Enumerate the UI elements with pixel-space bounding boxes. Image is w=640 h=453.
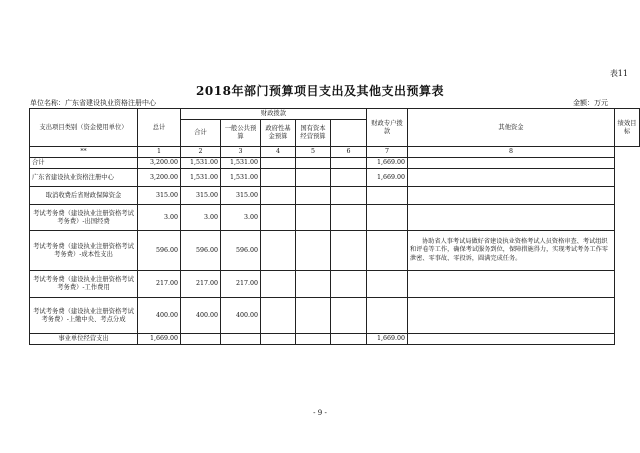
page-title: 2018年部门预算项目支出及其他支出预算表 <box>196 84 444 98</box>
header-fiscal-special: 财政专户拨款 <box>367 109 408 147</box>
row-name: 考试考务费（建设执业注册资格考试考务费）-出国经费 <box>30 205 138 231</box>
cell-performance-empty <box>408 298 615 334</box>
row-name: 事业单位经营支出 <box>30 334 138 345</box>
cell-fund <box>261 271 296 298</box>
cell-performance-empty <box>408 334 615 345</box>
index-cell: 5 <box>296 147 331 158</box>
cell-general: 596.00 <box>221 231 261 271</box>
cell-special <box>331 205 367 231</box>
index-cell: 4 <box>261 147 296 158</box>
table-row <box>30 205 640 231</box>
row-name: 合计 <box>30 158 138 169</box>
cell-fund <box>261 231 296 271</box>
cell-special <box>331 271 367 298</box>
header-general-budget: 一般公共预算 <box>221 120 261 147</box>
cell-soe <box>296 169 331 187</box>
cell-fund <box>261 169 296 187</box>
cell-other <box>367 298 408 334</box>
performance-target-text: 协助省人事考试局做好省建设执业资格考试人员资格审查、考试组织和评卷等工作，确保考试服务到位，保障措施得力，实现考试考务工作零泄密、零事故、零投诉，圆满完成任务。 <box>408 231 615 271</box>
table-row <box>30 169 640 187</box>
cell-other: 1,669.00 <box>367 334 408 345</box>
cell-performance-empty <box>408 169 615 187</box>
cell-total: 400.00 <box>138 298 181 334</box>
cell-fiscal-total: 1,531.00 <box>181 169 221 187</box>
header-total: 总计 <box>138 109 181 147</box>
row-name: 考试考务费（建设执业注册资格考试考务费）-上缴中央、考点分成 <box>30 298 138 334</box>
cell-soe <box>296 158 331 169</box>
table-row <box>30 271 640 298</box>
cell-general: 315.00 <box>221 187 261 205</box>
cell-fiscal-total: 217.00 <box>181 271 221 298</box>
cell-fund <box>261 158 296 169</box>
table-row <box>30 158 640 169</box>
cell-soe <box>296 205 331 231</box>
cell-general: 1,531.00 <box>221 169 261 187</box>
cell-soe <box>296 334 331 345</box>
cell-total: 217.00 <box>138 271 181 298</box>
cell-fiscal-total: 315.00 <box>181 187 221 205</box>
cell-fund <box>261 205 296 231</box>
index-cell: ** <box>30 147 138 158</box>
cell-other <box>367 231 408 271</box>
budget-table <box>29 108 640 345</box>
unit-name-label: 单位名称：广东省建设执业资格注册中心 <box>30 99 156 107</box>
row-name: 考试考务费（建设执业注册资格考试考务费）-成本性支出 <box>30 231 138 271</box>
page-number: - 9 - <box>313 409 327 417</box>
cell-performance-empty <box>408 205 615 231</box>
cell-special <box>331 187 367 205</box>
index-cell: 2 <box>181 147 221 158</box>
cell-special <box>331 298 367 334</box>
header-blank <box>331 120 367 147</box>
cell-fiscal-total <box>181 334 221 345</box>
cell-fiscal-total: 400.00 <box>181 298 221 334</box>
table-row <box>30 298 640 334</box>
row-name: 广东省建设执业资格注册中心 <box>30 169 138 187</box>
cell-general: 1,531.00 <box>221 158 261 169</box>
header-other-funds: 其他资金 <box>408 109 615 147</box>
cell-soe <box>296 187 331 205</box>
cell-performance-empty <box>408 271 615 298</box>
cell-fund <box>261 187 296 205</box>
cell-soe <box>296 231 331 271</box>
cell-soe <box>296 271 331 298</box>
cell-total: 315.00 <box>138 187 181 205</box>
cell-special <box>331 334 367 345</box>
cell-total: 3.00 <box>138 205 181 231</box>
cell-performance-empty <box>408 158 615 169</box>
cell-fiscal-total: 3.00 <box>181 205 221 231</box>
header-category: 支出项目类别（资金使用单位） <box>30 109 138 147</box>
cell-total: 3,200.00 <box>138 158 181 169</box>
cell-general: 400.00 <box>221 298 261 334</box>
header-fiscal-total: 合计 <box>181 120 221 147</box>
cell-other <box>367 271 408 298</box>
header-fiscal: 财政拨款 <box>181 109 367 120</box>
index-cell: 8 <box>408 147 615 158</box>
row-name: 取消收费后省财政保障资金 <box>30 187 138 205</box>
header-gov-fund: 政府性基金预算 <box>261 120 296 147</box>
cell-other: 1,669.00 <box>367 158 408 169</box>
header-soe-capital: 国有资本经营预算 <box>296 120 331 147</box>
cell-special <box>331 158 367 169</box>
cell-fiscal-total: 596.00 <box>181 231 221 271</box>
cell-fund <box>261 298 296 334</box>
table-row <box>30 334 640 345</box>
cell-special <box>331 169 367 187</box>
cell-total: 3,200.00 <box>138 169 181 187</box>
table-row <box>30 187 640 205</box>
index-cell: 7 <box>367 147 408 158</box>
cell-performance-empty <box>408 187 615 205</box>
table-reference: 表11 <box>609 69 628 78</box>
cell-special <box>331 231 367 271</box>
cell-general <box>221 334 261 345</box>
amount-unit-label: 金额：万元 <box>573 99 608 107</box>
table-row <box>30 231 640 271</box>
index-cell: 3 <box>221 147 261 158</box>
cell-other: 1,669.00 <box>367 169 408 187</box>
cell-total: 596.00 <box>138 231 181 271</box>
cell-fund <box>261 334 296 345</box>
index-row <box>30 147 640 158</box>
cell-fiscal-total: 1,531.00 <box>181 158 221 169</box>
cell-other <box>367 187 408 205</box>
header-performance: 绩效目标 <box>615 109 640 147</box>
row-name: 考试考务费（建设执业注册资格考试考务费）-工作费用 <box>30 271 138 298</box>
cell-general: 217.00 <box>221 271 261 298</box>
cell-other <box>367 205 408 231</box>
cell-general: 3.00 <box>221 205 261 231</box>
cell-total: 1,669.00 <box>138 334 181 345</box>
index-cell: 6 <box>331 147 367 158</box>
index-cell: 1 <box>138 147 181 158</box>
cell-soe <box>296 298 331 334</box>
